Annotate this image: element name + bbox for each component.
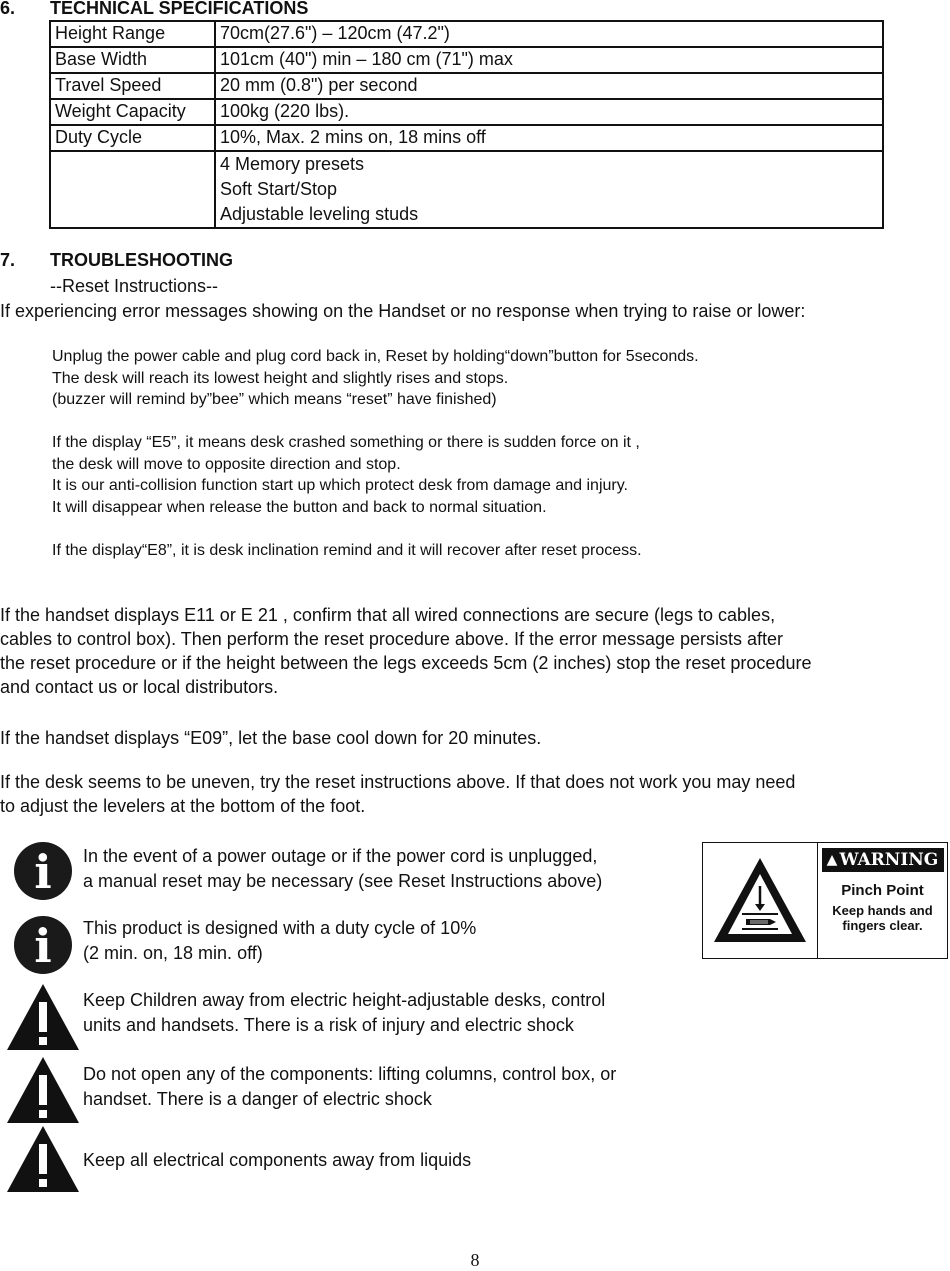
troubleshoot-intro: If experiencing error messages showing on the Handset or no response when trying to raise or lower:	[0, 301, 806, 321]
uneven-paragraph	[0, 770, 945, 818]
e11-line: the reset procedure or if the height between the legs exceeds 5cm (2 inches) stop the reset procedure	[0, 653, 812, 673]
note-line: a manual reset may be necessary (see Reset Instructions above)	[83, 871, 603, 891]
spec-value: 20 mm (0.8") per second	[215, 73, 883, 99]
pinch-point-title: Pinch Point	[841, 882, 924, 899]
spec-label: Travel Speed	[50, 73, 215, 99]
spec-table	[49, 20, 884, 229]
note-duty-cycle	[83, 916, 723, 966]
feature-item: Soft Start/Stop	[220, 179, 338, 199]
keep-hands-text	[832, 903, 932, 933]
warning-icon	[5, 1055, 81, 1125]
spec-row	[50, 21, 883, 47]
section-7-title: TROUBLESHOOTING	[50, 250, 233, 270]
note-line: (2 min. on, 18 min. off)	[83, 943, 263, 963]
spec-row	[50, 73, 883, 99]
spec-label-empty	[50, 151, 215, 228]
e11-paragraph	[0, 603, 945, 699]
warning-header-text: WARNING	[839, 850, 939, 870]
feature-item: 4 Memory presets	[220, 154, 365, 174]
note-do-not-open	[83, 1062, 723, 1112]
spec-label: Duty Cycle	[50, 125, 215, 151]
pinch-hazard-symbol	[703, 843, 818, 958]
note-line: Do not open any of the components: lifting columns, control box, or	[83, 1064, 617, 1084]
reset-instructions	[52, 346, 932, 411]
note-power-outage	[83, 844, 723, 894]
e5-line: It is our anti-collision function start up which protect desk from damage and injury.	[52, 477, 628, 494]
note-line: handset. There is a danger of electric shock	[83, 1089, 432, 1109]
reset-line: Unplug the power cable and plug cord back in, Reset by holding“down”button for 5seconds.	[52, 348, 699, 365]
spec-label: Base Width	[50, 47, 215, 73]
pinch-hazard-icon	[710, 854, 810, 948]
section-6-title: TECHNICAL SPECIFICATIONS	[50, 0, 309, 18]
spec-row	[50, 99, 883, 125]
note-line: Keep Children away from electric height-adjustable desks, control	[83, 990, 606, 1010]
warning-icon	[5, 982, 81, 1052]
section-7-heading	[0, 250, 950, 272]
uneven-line: If the desk seems to be uneven, try the reset instructions above. If that does not work you may need	[0, 772, 796, 792]
warning-header	[822, 848, 944, 872]
e11-line: cables to control box). Then perform the reset procedure above. If the error message persists after	[0, 629, 784, 649]
keep-line: fingers clear.	[842, 918, 923, 933]
e8-instruction: If the display“E8”, it is desk inclination remind and it will recover after reset process.	[52, 542, 642, 559]
note-liquids	[83, 1148, 723, 1173]
spec-row	[50, 125, 883, 151]
alert-triangle-icon: ▲	[826, 852, 838, 868]
e5-line: the desk will move to opposite direction and stop.	[52, 455, 401, 473]
note-line: Keep all electrical components away from liquids	[83, 1150, 472, 1170]
pinch-point-warning-label	[702, 842, 948, 959]
note-line: units and handsets. There is a risk of injury and electric shock	[83, 1015, 574, 1035]
page-number: 8	[470, 1250, 480, 1270]
spec-label: Height Range	[50, 21, 215, 47]
reset-subtitle: --Reset Instructions--	[50, 276, 219, 296]
reset-line: (buzzer will remind by”bee” which means “reset” have finished)	[52, 391, 497, 408]
spec-value: 100kg (220 lbs).	[215, 99, 883, 125]
e5-instructions	[52, 432, 932, 518]
feature-item: Adjustable leveling studs	[220, 204, 419, 224]
e09-paragraph: If the handset displays “E09”, let the base cool down for 20 minutes.	[0, 728, 542, 748]
spec-row	[50, 47, 883, 73]
warning-text-panel	[818, 843, 947, 958]
e5-line: It will disappear when release the button and back to normal situation.	[52, 498, 547, 516]
note-line: This product is designed with a duty cycle of 10%	[83, 918, 477, 938]
section-6-number: 6.	[0, 0, 16, 18]
info-icon: i	[14, 916, 72, 974]
spec-row-features	[50, 151, 883, 228]
e11-line: and contact us or local distributors.	[0, 677, 279, 697]
warning-icon	[5, 1124, 81, 1194]
note-children	[83, 988, 723, 1038]
spec-label: Weight Capacity	[50, 99, 215, 125]
features-list	[215, 151, 883, 228]
section-7-number: 7.	[0, 250, 16, 270]
note-line: In the event of a power outage or if the power cord is unplugged,	[83, 846, 598, 866]
keep-line: Keep hands and	[832, 903, 933, 918]
info-icon: i	[14, 842, 72, 900]
spec-value: 70cm(27.6") – 120cm (47.2")	[215, 21, 883, 47]
reset-line: The desk will reach its lowest height and slightly rises and stops.	[52, 369, 509, 387]
spec-value: 10%, Max. 2 mins on, 18 mins off	[215, 125, 883, 151]
section-6-heading	[0, 0, 950, 20]
e11-line: If the handset displays E11 or E 21 , confirm that all wired connections are secure (legs to cables,	[0, 605, 776, 625]
uneven-line: to adjust the levelers at the bottom of the foot.	[0, 796, 366, 816]
spec-value: 101cm (40") min – 180 cm (71") max	[215, 47, 883, 73]
e5-line: If the display “E5”, it means desk crashed something or there is sudden force on it ,	[52, 434, 640, 451]
